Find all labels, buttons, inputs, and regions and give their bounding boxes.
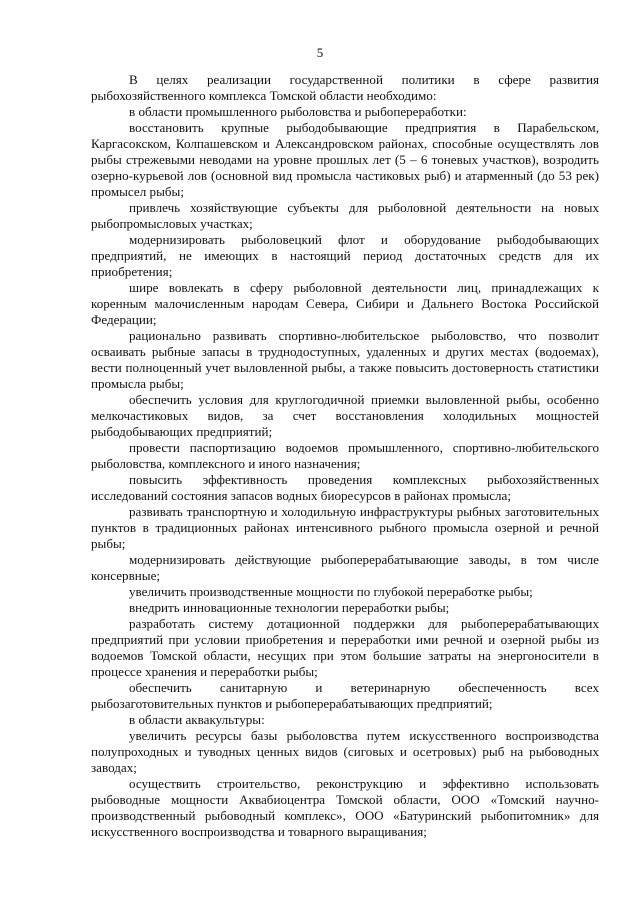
body-text bbox=[91, 72, 599, 840]
paragraph: осуществить строительство, реконструкцию и эффективно использовать рыбоводные мощности Аквабиоцентра Томской области, ООО «Томский научно-производственный рыбоводный комплекс», ООО «Батуринский рыбопитомник» для искусственного воспроизводства и товарного выращивания; bbox=[91, 776, 599, 839]
paragraph: провести паспортизацию водоемов промышленного, спортивно-любительского рыболовства, комплексного и иного назначения; bbox=[91, 440, 599, 471]
paragraph: развивать транспортную и холодильную инфраструктуры рыбных заготовительных пунктов в традиционных районах интенсивного рыбного промысла озерной и речной рыбы; bbox=[91, 504, 599, 551]
page-number: 5 bbox=[316, 45, 324, 60]
paragraph: модернизировать действующие рыбоперерабатывающие заводы, в том числе консервные; bbox=[91, 552, 599, 583]
paragraph: в области аквакультуры: bbox=[129, 712, 265, 727]
paragraph: В целях реализации государственной политики в сфере развития рыбохозяйственного комплекса Томской области необходимо: bbox=[91, 72, 599, 103]
paragraph: шире вовлекать в сферу рыболовной деятельности лиц, принадлежащих к коренным малочисленным народам Севера, Сибири и Дальнего Востока Российской Федерации; bbox=[91, 280, 599, 327]
paragraph: разработать систему дотационной поддержки для рыбоперерабатывающих предприятий при условии приобретения и переработки ими речной и озерной рыбы из водоемов Томской области, несущих при этом большие затраты на энергоносители в процессе хранения и переработки рыбы; bbox=[91, 616, 599, 679]
paragraph: привлечь хозяйствующие субъекты для рыболовной деятельности на новых рыбопромысловых участках; bbox=[91, 200, 599, 231]
paragraph: восстановить крупные рыбодобывающие предприятия в Парабельском, Каргасокском, Колпашевском и Александровском районах, способные осуществлять лов рыбы стрежевыми неводами на уровне прошлых лет (5 – 6 тоневых участков), возродить озерно-курьевой лов (основной вид промысла частиковых рыб) и атарменный (до 53 рек) промысел рыбы; bbox=[91, 120, 599, 199]
paragraph: обеспечить условия для круглогодичной приемки выловленной рыбы, особенно мелкочастиковых видов, за счет восстановления холодильных мощностей рыбодобывающих предприятий; bbox=[91, 392, 599, 439]
paragraph: увеличить ресурсы базы рыболовства путем искусственного воспроизводства полупроходных и туводных ценных видов (сиговых и осетровых) рыб на рыбоводных заводах; bbox=[91, 728, 599, 775]
paragraph: в области промышленного рыболовства и рыбопереработки: bbox=[129, 104, 467, 119]
paragraph: внедрить инновационные технологии переработки рыбы; bbox=[129, 600, 450, 615]
paragraph: увеличить производственные мощности по глубокой переработке рыбы; bbox=[129, 584, 533, 599]
paragraph: обеспечить санитарную и ветеринарную обеспеченность всех рыбозаготовительных пунктов и рыбоперерабатывающих предприятий; bbox=[91, 680, 599, 711]
paragraph: повысить эффективность проведения комплексных рыбохозяйственных исследований состояния запасов водных биоресурсов в районах промысла; bbox=[91, 472, 599, 503]
paragraph: модернизировать рыболовецкий флот и оборудование рыбодобывающих предприятий, не имеющих в настоящий период достаточных средств для их приобретения; bbox=[91, 232, 599, 279]
paragraph: рационально развивать спортивно-любительское рыболовство, что позволит осваивать рыбные запасы в труднодоступных, удаленных и других местах (водоемах), вести полноценный учет выловленной рыбы, а также повысить достоверность статистики промысла рыбы; bbox=[91, 328, 599, 391]
